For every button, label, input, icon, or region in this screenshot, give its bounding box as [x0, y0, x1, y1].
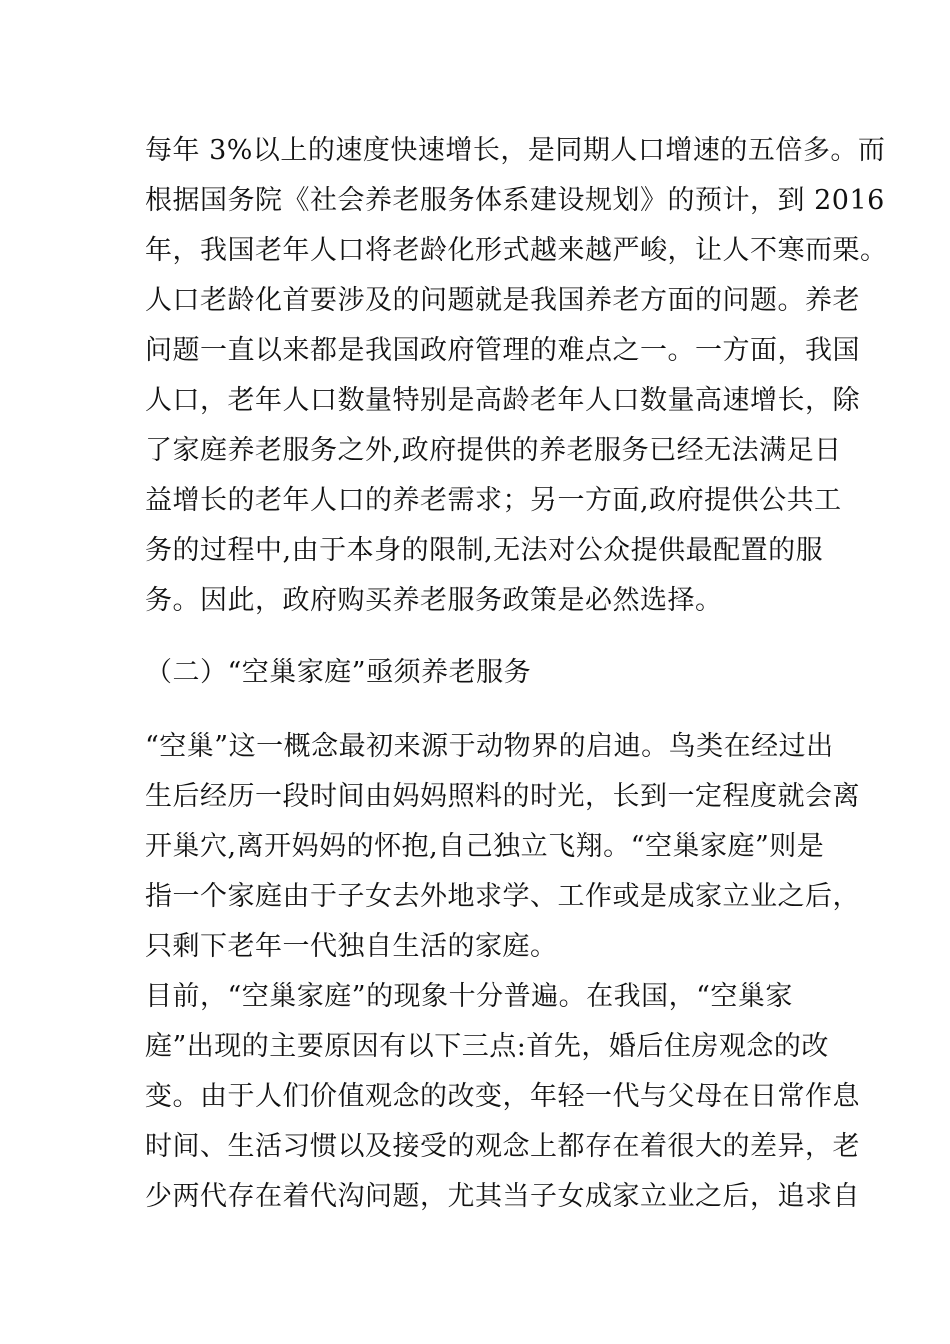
text-line: 时间、生活习惯以及接受的观念上都存在着很大的差异，老 [145, 1131, 860, 1162]
text-line: 务。因此，政府购买养老服务政策是必然选择。 [145, 585, 723, 616]
text-line: 庭”出现的主要原因有以下三点:首先，婚后住房观念的改 [145, 1031, 829, 1062]
text-line: 变。由于人们价值观念的改变，年轻一代与父母在日常作息 [145, 1081, 860, 1112]
text-line: “空巢”这一概念最初来源于动物界的启迪。鸟类在经过出 [145, 731, 834, 762]
text-line: 根据国务院《社会养老服务体系建设规划》的预计，到 2016 [145, 185, 885, 216]
text-line: 问题一直以来都是我国政府管理的难点之一。一方面，我国 [145, 335, 860, 366]
text-line: 生后经历一段时间由妈妈照料的时光，长到一定程度就会离 [145, 781, 860, 812]
text-line: 了家庭养老服务之外,政府提供的养老服务已经无法满足日 [145, 435, 842, 466]
text-line: 人口老龄化首要涉及的问题就是我国养老方面的问题。养老 [145, 285, 860, 316]
text-line: 开巢穴,离开妈妈的怀抱,自己独立飞翔。“空巢家庭”则是 [145, 831, 825, 862]
text-line: 每年 3%以上的速度快速增长，是同期人口增速的五倍多。而 [145, 135, 886, 166]
text-line: 只剩下老年一代独自生活的家庭。 [145, 931, 558, 962]
section-heading: （二）“空巢家庭”亟须养老服务 [145, 657, 532, 688]
text-line: 少两代存在着代沟问题，尤其当子女成家立业之后，追求自 [145, 1181, 860, 1212]
text-line: 务的过程中,由于本身的限制,无法对公众提供最配置的服 [145, 535, 824, 566]
text-line: 益增长的老年人口的养老需求；另一方面,政府提供公共工 [145, 485, 842, 516]
text-line: 人口，老年人口数量特别是高龄老年人口数量高速增长，除 [145, 385, 860, 416]
text-line: 目前，“空巢家庭”的现象十分普遍。在我国，“空巢家 [145, 981, 793, 1012]
text-line: 年，我国老年人口将老龄化形式越来越严峻，让人不寒而栗。 [145, 235, 888, 266]
text-line: 指一个家庭由于子女去外地求学、工作或是成家立业之后， [145, 881, 860, 912]
